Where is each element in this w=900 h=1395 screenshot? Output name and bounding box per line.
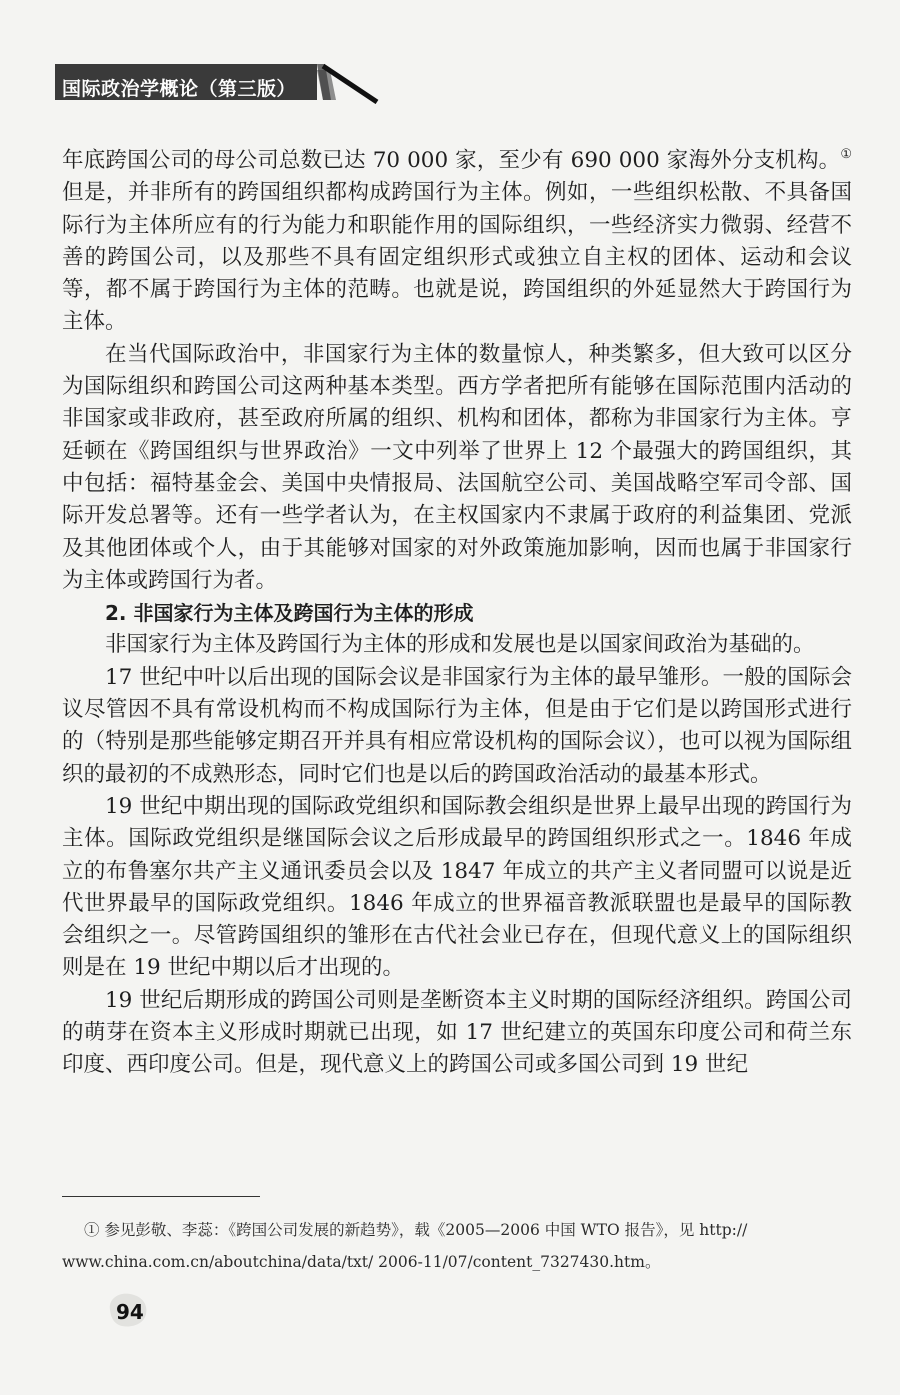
paragraph-1 [62,145,852,339]
running-header-title: 国际政治学概论（第三版） [62,78,297,100]
paragraph-1-text: 年底跨国公司的母公司总数已达 70 000 家，至少有 690 000 家海外分支机构。 [62,148,841,173]
footnote-line-2: www.china.com.cn/aboutchina/data/txt/ 2006-11/07/content_7327430.htm。 [62,1253,661,1271]
footnote [62,1214,852,1278]
paragraph-2: 在当代国际政治中，非国家行为主体的数量惊人，种类繁多，但大致可以区分为国际组织和跨国公司这两种基本类型。西方学者把所有能够在国际范围内活动的非国家或非政府，甚至政府所属的组织、机构和团体，都称为非国家行为主体。亨廷顿在《跨国组织与世界政治》一文中列举了世界上 12 个最强大的跨国组织，其中包括：福特基金会、美国中央情报局、法国航空公司、美国战略空军司令部、国际开发总署等。还有一些学者认为，在主权国家内不隶属于政府的利益集团、党派及其他团体或个人，由于其能够对国家的对外政策施加影响，因而也属于非国家行为主体或跨国行为者。 [62,341,852,593]
paragraph-1-continued: 但是，并非所有的跨国组织都构成跨国行为主体。例如，一些组织松散、不具备国际行为主体所应有的行为能力和职能作用的国际组织，一些经济实力微弱、经营不善的跨国公司，以及那些不具有固定组织形式或独立自主权的团体、运动和会议等，都不属于跨国行为主体的范畴。也就是说，跨国组织的外延显然大于跨国行为主体。 [62,180,852,335]
main-body [62,145,852,1082]
section-heading: 2. 非国家行为主体及跨国行为主体的形成 [105,601,474,626]
footnote-divider [62,1196,260,1197]
paragraph-6: 19 世纪后期形成的跨国公司则是垄断资本主义时期的国际经济组织。跨国公司的萌芽在资本主义形成时期就已出现，如 17 世纪建立的英国东印度公司和荷兰东印度、西印度公司。但是，现代意义上的跨国公司或多国公司到 19 世纪 [62,987,852,1078]
page-number: 94 [116,1300,144,1324]
footnote-line-1: ① 参见彭敬、李蕊：《跨国公司发展的新趋势》，载《2005—2006 中国 WTO 报告》，见 http:// [84,1221,748,1239]
paragraph-3: 非国家行为主体及跨国行为主体的形成和发展也是以国家间政治为基础的。 [105,632,815,658]
footnote-marker: ① [840,147,852,162]
paragraph-4: 17 世纪中叶以后出现的国际会议是非国家行为主体的最早雏形。一般的国际会议尽管因不具有常设机构而不构成国际行为主体，但是由于它们是以跨国形式进行的（特别是那些能够定期召开并具有相应常设机构的国际会议），也可以视为国际组织的最初的不成熟形态，同时它们也是以后的跨国政治活动的最基本形式。 [62,664,852,787]
paragraph-5: 19 世纪中期出现的国际政党组织和国际教会组织是世界上最早出现的跨国行为主体。国际政党组织是继国际会议之后形成最早的跨国组织形式之一。1846 年成立的布鲁塞尔共产主义通讯委员会以及 1847 年成立的共产主义者同盟可以说是近代世界最早的国际政党组织。1846 年成立的世界福音教派联盟也是最早的国际教会组织之一。尽管跨国组织的雏形在古代社会业已存在，但现代意义上的国际组织则是在 19 世纪中期以后才出现的。 [62,793,852,981]
